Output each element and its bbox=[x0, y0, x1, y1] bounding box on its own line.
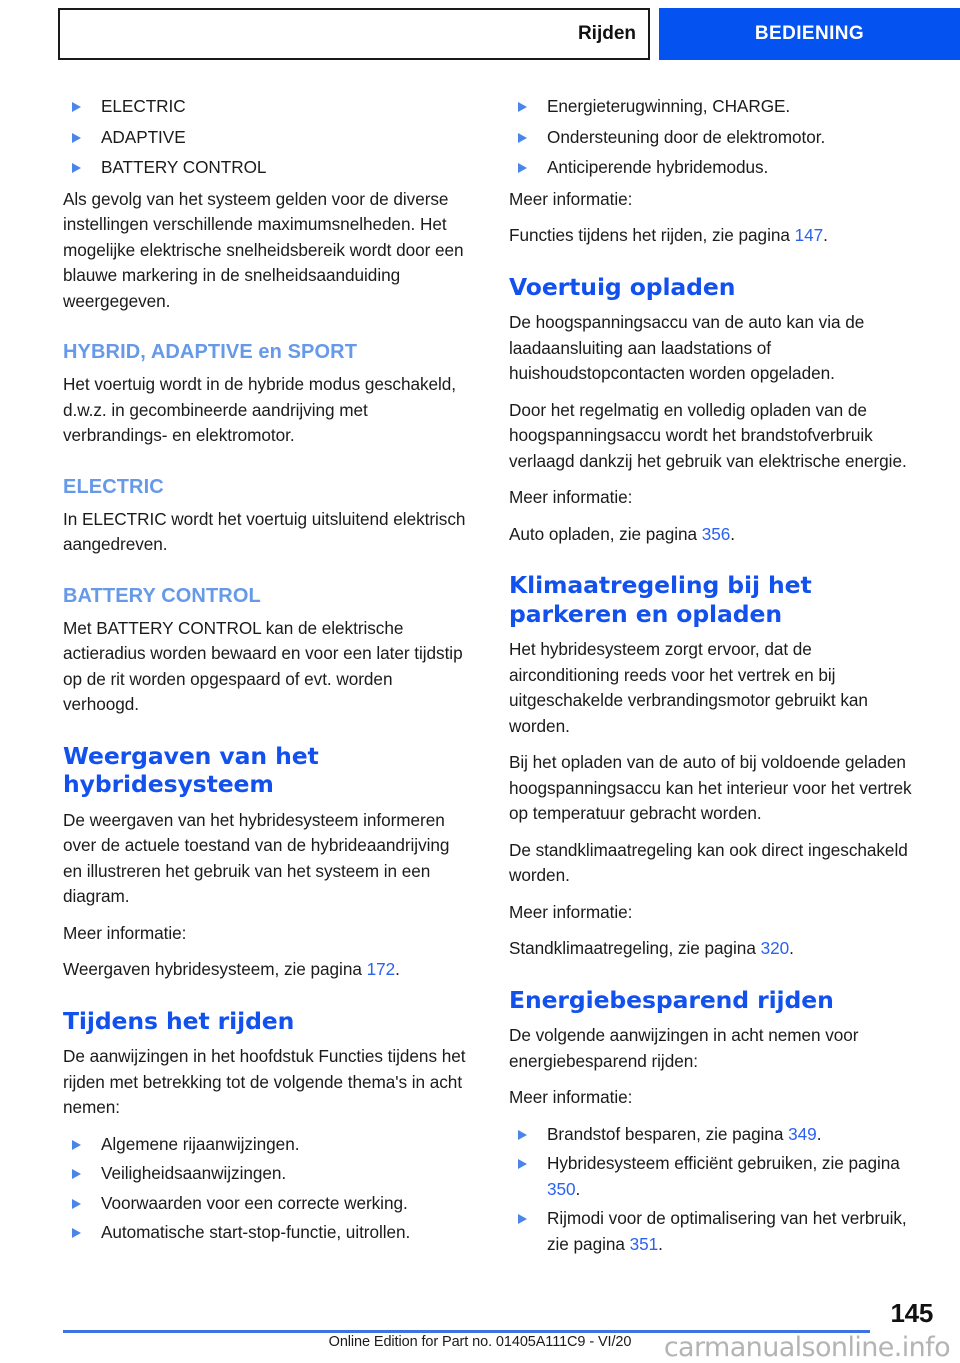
meer-informatie-label-2: Meer informatie: bbox=[509, 487, 633, 507]
list-item bbox=[509, 94, 913, 120]
heading-hybrid-adaptive-sport: HYBRID, ADAPTIVE en SPORT bbox=[63, 341, 358, 363]
list-item-label: Automatische start-stop-functie, uitrollen. bbox=[101, 1222, 411, 1242]
standklimaat-page-reference bbox=[509, 936, 913, 962]
list-item-label: Veiligheidsaanwijzingen. bbox=[101, 1163, 287, 1183]
page-link[interactable]: 350 bbox=[547, 1178, 576, 1199]
weergaven-page-reference bbox=[63, 957, 467, 983]
reference-text: Standklimaatregeling, zie pagina bbox=[509, 938, 761, 958]
functies-page-reference bbox=[509, 223, 913, 249]
reference-text: Functies tijdens het rijden, zie pagina bbox=[509, 225, 795, 245]
list-item-label: Rijmodi voor de optimalisering van het verbruik, zie pagina bbox=[547, 1208, 907, 1254]
heading-electric: ELECTRIC bbox=[63, 475, 164, 498]
list-item bbox=[63, 1132, 467, 1158]
list-item bbox=[63, 1220, 467, 1246]
triangle-bullet-icon bbox=[518, 133, 527, 143]
list-item bbox=[63, 1161, 467, 1187]
triangle-bullet-icon bbox=[72, 102, 81, 112]
section-label: BEDIENING bbox=[754, 23, 865, 44]
triangle-bullet-icon bbox=[518, 163, 527, 173]
list-item-label: ADAPTIVE bbox=[101, 126, 186, 147]
triangle-bullet-icon bbox=[72, 1228, 81, 1238]
heading-energiebesparend-rijden: Energiebesparend rijden bbox=[509, 985, 834, 1014]
reference-period: . bbox=[730, 523, 736, 544]
page-content bbox=[0, 94, 960, 1263]
triangle-bullet-icon bbox=[518, 1159, 527, 1169]
list-item-label: Brandstof besparen, zie pagina bbox=[547, 1123, 789, 1144]
page-link[interactable]: 351 bbox=[629, 1233, 659, 1254]
intro-paragraph: Als gevolg van het systeem gelden voor de diverse instellingen verschillende maximumsnelheden. Het mogelijke elektrische snelheidsbereik wordt door een blauwe markering in de snelheidsaanduiding weergegeven. bbox=[63, 188, 464, 311]
page-link[interactable]: 320 bbox=[760, 938, 790, 958]
top-bullet-list bbox=[509, 94, 913, 181]
meer-informatie-label-4: Meer informatie: bbox=[509, 1087, 633, 1107]
list-item-label: Hybridesysteem efficiënt gebruiken, zie pagina bbox=[547, 1153, 900, 1173]
weergaven-paragraph: De weergaven van het hybridesysteem informeren over de actuele toestand van de hybrideaandrijving en illustreren het gebruik van het systeem in een diagram. bbox=[63, 809, 450, 906]
reference-period: . bbox=[823, 225, 828, 245]
meer-informatie-label-1: Meer informatie: bbox=[63, 922, 187, 943]
tijdens-paragraph: De aanwijzingen in het hoofdstuk Functies tijdens het rijden met betrekking tot de volgende thema's in acht nemen: bbox=[63, 1046, 466, 1117]
left-column bbox=[63, 94, 467, 1263]
reference-text: Weergaven hybridesysteem, zie pagina bbox=[63, 959, 367, 979]
watermark: carmanualsonline.info bbox=[663, 1332, 950, 1363]
energie-bullet-list bbox=[509, 1122, 913, 1258]
triangle-bullet-icon bbox=[72, 133, 81, 143]
triangle-bullet-icon bbox=[518, 1214, 527, 1224]
list-item bbox=[63, 155, 467, 181]
heading-battery-control: BATTERY CONTROL bbox=[63, 584, 261, 607]
triangle-bullet-icon bbox=[72, 163, 81, 173]
edition-notice: Online Edition for Part no. 01405A111C9 - VI/20 bbox=[328, 1334, 632, 1350]
reference-period: . bbox=[395, 959, 400, 979]
triangle-bullet-icon bbox=[72, 1169, 81, 1179]
list-item bbox=[509, 1151, 913, 1202]
auto-opladen-page-reference bbox=[509, 522, 913, 548]
voertuig-paragraph-2: Door het regelmatig en volledig opladen van de hoogspanningsaccu wordt het brandstofverbruik verlaagd dankzij het gebruik van elektrische energie. bbox=[509, 399, 907, 471]
list-item bbox=[509, 155, 913, 181]
list-item bbox=[63, 125, 467, 151]
chapter-tab bbox=[58, 8, 650, 60]
reference-period: . bbox=[575, 1178, 581, 1199]
section-tab bbox=[659, 8, 960, 60]
heading-weergaven-hybridesysteem: Weergaven van het hybridesysteem bbox=[63, 741, 319, 798]
reference-period: . bbox=[658, 1233, 663, 1254]
list-item-label: Ondersteuning door de elektromotor. bbox=[547, 126, 826, 147]
meer-informatie-label-3: Meer informatie: bbox=[509, 901, 633, 922]
reference-text: Auto opladen, zie pagina bbox=[509, 523, 702, 544]
klimaat-paragraph-2: Bij het opladen van de auto of bij voldoende geladen hoogspanningsaccu kan het interieur voor het vertrek op temperatuur gebracht worden. bbox=[509, 752, 912, 823]
triangle-bullet-icon bbox=[518, 1130, 527, 1140]
triangle-bullet-icon bbox=[518, 102, 527, 112]
battery-control-paragraph: Met BATTERY CONTROL kan de elektrische actieradius worden bewaard en voor een later tijdstip op de rit worden opgespaard of evt. worden verhoogd. bbox=[63, 617, 463, 714]
page-link[interactable]: 349 bbox=[788, 1123, 817, 1144]
meer-informatie-label-1: Meer informatie: bbox=[509, 188, 633, 209]
list-item bbox=[509, 125, 913, 151]
heading-tijdens-het-rijden: Tijdens het rijden bbox=[63, 1006, 295, 1035]
electric-paragraph: In ELECTRIC wordt het voertuig uitsluitend elektrisch aangedreven. bbox=[63, 508, 466, 554]
list-item-label: ELECTRIC bbox=[101, 96, 186, 116]
list-item-label: BATTERY CONTROL bbox=[101, 157, 267, 177]
page-link[interactable]: 356 bbox=[701, 523, 731, 544]
triangle-bullet-icon bbox=[72, 1140, 81, 1150]
list-item-label: Voorwaarden voor een correcte werking. bbox=[101, 1192, 408, 1213]
heading-voertuig-opladen: Voertuig opladen bbox=[509, 272, 736, 301]
page-number: 145 bbox=[890, 1298, 933, 1328]
page-link[interactable]: 147 bbox=[794, 225, 824, 245]
klimaat-paragraph-3: De standklimaatregeling kan ook direct ingeschakeld worden. bbox=[509, 839, 908, 885]
list-item-label: Energieterugwinning, CHARGE. bbox=[547, 96, 791, 116]
energie-paragraph: De volgende aanwijzingen in acht nemen voor energiebesparend rijden: bbox=[509, 1025, 859, 1071]
page-header bbox=[58, 8, 960, 60]
reference-period: . bbox=[789, 938, 794, 958]
page-footer bbox=[0, 1290, 960, 1362]
hybrid-paragraph: Het voertuig wordt in de hybride modus geschakeld, d.w.z. in gecombineerde aandrijving met verbrandings- en elektromotor. bbox=[63, 374, 457, 445]
page-link[interactable]: 172 bbox=[366, 959, 396, 979]
klimaat-paragraph-1: Het hybridesysteem zorgt ervoor, dat de airconditioning reeds voor het vertrek en bij uitgeschakelde verbrandingsmotor gebruikt kan worden. bbox=[509, 639, 868, 736]
list-item bbox=[63, 94, 467, 120]
chapter-label: Rijden bbox=[577, 23, 636, 44]
list-item-label: Algemene rijaanwijzingen. bbox=[101, 1133, 300, 1154]
voertuig-paragraph-1: De hoogspanningsaccu van de auto kan via de laadaansluiting aan laadstations of huishoudstopcontacten worden opgeladen. bbox=[509, 312, 865, 383]
list-item-label: Anticiperende hybridemodus. bbox=[547, 157, 769, 177]
list-item bbox=[509, 1206, 913, 1257]
right-column bbox=[509, 94, 913, 1263]
intro-bullet-list bbox=[63, 94, 467, 181]
tijdens-bullet-list bbox=[63, 1132, 467, 1246]
list-item bbox=[509, 1122, 913, 1148]
list-item bbox=[63, 1191, 467, 1217]
heading-klimaatregeling: Klimaatregeling bij het parkeren en opladen bbox=[509, 571, 812, 628]
reference-period: . bbox=[816, 1123, 822, 1144]
triangle-bullet-icon bbox=[72, 1199, 81, 1209]
